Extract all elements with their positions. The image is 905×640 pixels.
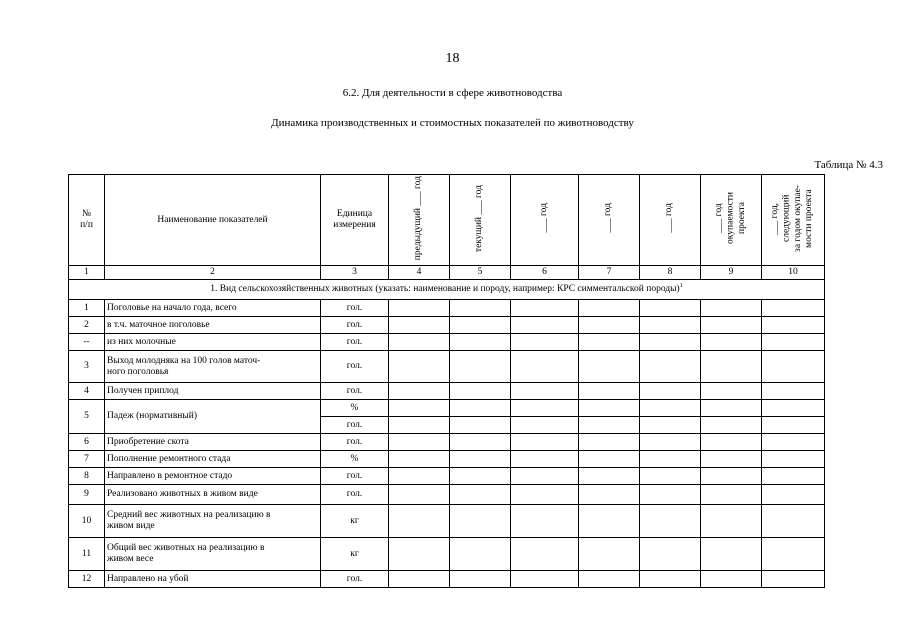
header-year-prev: предыдущий ___ год	[389, 175, 450, 266]
row-name: Выход молодняка на 100 голов маточ- ного поголовья	[105, 351, 321, 383]
header-year-payback: ___ год окупаемости проекта	[701, 175, 762, 266]
header-row	[69, 175, 825, 266]
row-number: 3	[69, 351, 105, 383]
row-number: --	[69, 334, 105, 351]
value-cell[interactable]	[762, 538, 825, 571]
value-cell[interactable]	[389, 451, 450, 468]
value-cell[interactable]	[389, 334, 450, 351]
value-cell[interactable]	[450, 434, 511, 451]
header-year-c: ___ год	[640, 175, 701, 266]
value-cell[interactable]	[579, 468, 640, 485]
value-cell[interactable]	[511, 317, 579, 334]
value-cell[interactable]	[389, 505, 450, 538]
value-cell[interactable]	[640, 485, 701, 505]
table-title: Динамика производственных и стоимостных показателей по животноводству	[271, 117, 634, 129]
value-cell[interactable]	[511, 468, 579, 485]
indicators-table	[68, 174, 825, 588]
value-cell[interactable]	[511, 417, 579, 434]
column-numbers-row	[69, 266, 825, 280]
value-cell[interactable]	[701, 383, 762, 400]
value-cell[interactable]	[450, 383, 511, 400]
row-unit: гол.	[321, 434, 389, 451]
value-cell[interactable]	[701, 317, 762, 334]
row-unit: кг	[321, 505, 389, 538]
column-number: 3	[321, 266, 389, 280]
table-row	[69, 538, 825, 571]
table-row	[69, 383, 825, 400]
row-name: в т.ч. маточное поголовье	[105, 317, 321, 334]
row-name: Направлено на убой	[105, 571, 321, 588]
value-cell[interactable]	[511, 571, 579, 588]
row-unit: гол.	[321, 468, 389, 485]
group-label: 1. Вид сельскохозяйственных животных (указать: наименование и породу, например: КРС симментальской породы)	[210, 284, 680, 295]
row-unit: гол.	[321, 417, 389, 434]
value-cell[interactable]	[450, 317, 511, 334]
column-number: 5	[450, 266, 511, 280]
row-name: Направлено в ремонтное стадо	[105, 468, 321, 485]
table-row	[69, 468, 825, 485]
value-cell[interactable]	[511, 334, 579, 351]
row-name: Приобретение скота	[105, 434, 321, 451]
value-cell[interactable]	[701, 417, 762, 434]
value-cell[interactable]	[762, 505, 825, 538]
value-cell[interactable]	[579, 400, 640, 417]
row-number: 1	[69, 300, 105, 317]
section-title: 6.2. Для деятельности в сфере животноводства	[342, 87, 563, 99]
row-name: Реализовано животных в живом виде	[105, 485, 321, 505]
value-cell[interactable]	[579, 351, 640, 383]
value-cell[interactable]	[389, 538, 450, 571]
value-cell[interactable]	[511, 451, 579, 468]
value-cell[interactable]	[640, 434, 701, 451]
value-cell[interactable]	[701, 300, 762, 317]
table-row	[69, 505, 825, 538]
row-number: 7	[69, 451, 105, 468]
value-cell[interactable]	[701, 451, 762, 468]
column-number: 6	[511, 266, 579, 280]
table-number: Таблица № 4.3	[814, 159, 883, 171]
value-cell[interactable]	[640, 538, 701, 571]
row-name: Поголовье на начало года, всего	[105, 300, 321, 317]
value-cell[interactable]	[389, 300, 450, 317]
row-number: 6	[69, 434, 105, 451]
column-number: 7	[579, 266, 640, 280]
row-name: Получен приплод	[105, 383, 321, 400]
row-unit: гол.	[321, 383, 389, 400]
value-cell[interactable]	[389, 417, 450, 434]
value-cell[interactable]	[762, 434, 825, 451]
row-name: Пополнение ремонтного стада	[105, 451, 321, 468]
row-number: 4	[69, 383, 105, 400]
value-cell[interactable]	[579, 300, 640, 317]
value-cell[interactable]	[511, 485, 579, 505]
row-number: 12	[69, 571, 105, 588]
value-cell[interactable]	[450, 351, 511, 383]
value-cell[interactable]	[701, 334, 762, 351]
column-number: 8	[640, 266, 701, 280]
value-cell[interactable]	[511, 300, 579, 317]
value-cell[interactable]	[511, 383, 579, 400]
value-cell[interactable]	[640, 400, 701, 417]
column-number: 9	[701, 266, 762, 280]
value-cell[interactable]	[579, 538, 640, 571]
table-row	[69, 434, 825, 451]
value-cell[interactable]	[450, 505, 511, 538]
table-row	[69, 571, 825, 588]
header-name: Наименование показателей	[105, 175, 321, 266]
value-cell[interactable]	[762, 468, 825, 485]
value-cell[interactable]	[701, 571, 762, 588]
value-cell[interactable]	[450, 334, 511, 351]
header-year-next: ___ год, следующий за годом окупае- мости проекта	[762, 175, 825, 266]
value-cell[interactable]	[701, 351, 762, 383]
value-cell[interactable]	[389, 571, 450, 588]
table-row	[69, 317, 825, 334]
value-cell[interactable]	[511, 434, 579, 451]
row-name: Общий вес животных на реализацию в живом весе	[105, 538, 321, 571]
row-unit: гол.	[321, 351, 389, 383]
value-cell[interactable]	[762, 317, 825, 334]
group-row	[69, 280, 825, 300]
value-cell[interactable]	[762, 351, 825, 383]
value-cell[interactable]	[579, 383, 640, 400]
table-row	[69, 351, 825, 383]
value-cell[interactable]	[640, 317, 701, 334]
value-cell[interactable]	[701, 468, 762, 485]
value-cell[interactable]	[511, 505, 579, 538]
value-cell[interactable]	[511, 351, 579, 383]
row-number: 10	[69, 505, 105, 538]
page-number: 18	[445, 51, 460, 66]
value-cell[interactable]	[511, 538, 579, 571]
value-cell[interactable]	[640, 300, 701, 317]
row-number: 5	[69, 400, 105, 434]
value-cell[interactable]	[450, 417, 511, 434]
column-number: 2	[105, 266, 321, 280]
row-unit: гол.	[321, 571, 389, 588]
row-unit: гол.	[321, 485, 389, 505]
value-cell[interactable]	[762, 383, 825, 400]
value-cell[interactable]	[389, 468, 450, 485]
value-cell[interactable]	[389, 317, 450, 334]
value-cell[interactable]	[450, 300, 511, 317]
row-number: 8	[69, 468, 105, 485]
column-number: 10	[762, 266, 825, 280]
value-cell[interactable]	[579, 571, 640, 588]
row-unit: гол.	[321, 300, 389, 317]
row-name: Падеж (нормативный)	[105, 400, 321, 434]
value-cell[interactable]	[701, 485, 762, 505]
row-number: 11	[69, 538, 105, 571]
value-cell[interactable]	[389, 434, 450, 451]
row-unit: гол.	[321, 317, 389, 334]
row-number: 2	[69, 317, 105, 334]
value-cell[interactable]	[579, 317, 640, 334]
footnote-mark: 1	[679, 283, 683, 290]
value-cell[interactable]	[389, 383, 450, 400]
table-row	[69, 400, 825, 417]
value-cell[interactable]	[450, 571, 511, 588]
value-cell[interactable]	[762, 571, 825, 588]
header-year-current: текущий ___ год	[450, 175, 511, 266]
table-row	[69, 451, 825, 468]
value-cell[interactable]	[640, 417, 701, 434]
value-cell[interactable]	[762, 334, 825, 351]
value-cell[interactable]	[389, 485, 450, 505]
row-unit: кг	[321, 538, 389, 571]
header-year-a: ___ год	[511, 175, 579, 266]
value-cell[interactable]	[450, 468, 511, 485]
value-cell[interactable]	[640, 468, 701, 485]
row-unit: гол.	[321, 334, 389, 351]
value-cell[interactable]	[450, 485, 511, 505]
value-cell[interactable]	[579, 485, 640, 505]
table-row	[69, 334, 825, 351]
value-cell[interactable]	[579, 434, 640, 451]
value-cell[interactable]	[762, 485, 825, 505]
group-label-cell	[69, 280, 825, 300]
value-cell[interactable]	[640, 383, 701, 400]
value-cell[interactable]	[762, 300, 825, 317]
row-name: Средний вес животных на реализацию в живом виде	[105, 505, 321, 538]
value-cell[interactable]	[640, 351, 701, 383]
value-cell[interactable]	[762, 400, 825, 417]
value-cell[interactable]	[701, 434, 762, 451]
value-cell[interactable]	[640, 505, 701, 538]
value-cell[interactable]	[579, 451, 640, 468]
value-cell[interactable]	[579, 505, 640, 538]
header-num: № п/п	[69, 175, 105, 266]
value-cell[interactable]	[450, 400, 511, 417]
value-cell[interactable]	[762, 451, 825, 468]
header-unit: Единица измерения	[321, 175, 389, 266]
header-year-b: ___ год	[579, 175, 640, 266]
value-cell[interactable]	[640, 451, 701, 468]
row-name: из них молочные	[105, 334, 321, 351]
value-cell[interactable]	[762, 417, 825, 434]
column-number: 1	[69, 266, 105, 280]
row-number: 9	[69, 485, 105, 505]
value-cell[interactable]	[511, 400, 579, 417]
table-row	[69, 300, 825, 317]
value-cell[interactable]	[450, 451, 511, 468]
value-cell[interactable]	[389, 400, 450, 417]
value-cell[interactable]	[701, 505, 762, 538]
value-cell[interactable]	[389, 351, 450, 383]
table-row	[69, 485, 825, 505]
value-cell[interactable]	[701, 400, 762, 417]
column-number: 4	[389, 266, 450, 280]
value-cell[interactable]	[579, 334, 640, 351]
row-unit: %	[321, 451, 389, 468]
value-cell[interactable]	[701, 538, 762, 571]
value-cell[interactable]	[450, 538, 511, 571]
row-unit: %	[321, 400, 389, 417]
value-cell[interactable]	[640, 571, 701, 588]
value-cell[interactable]	[640, 334, 701, 351]
value-cell[interactable]	[579, 417, 640, 434]
